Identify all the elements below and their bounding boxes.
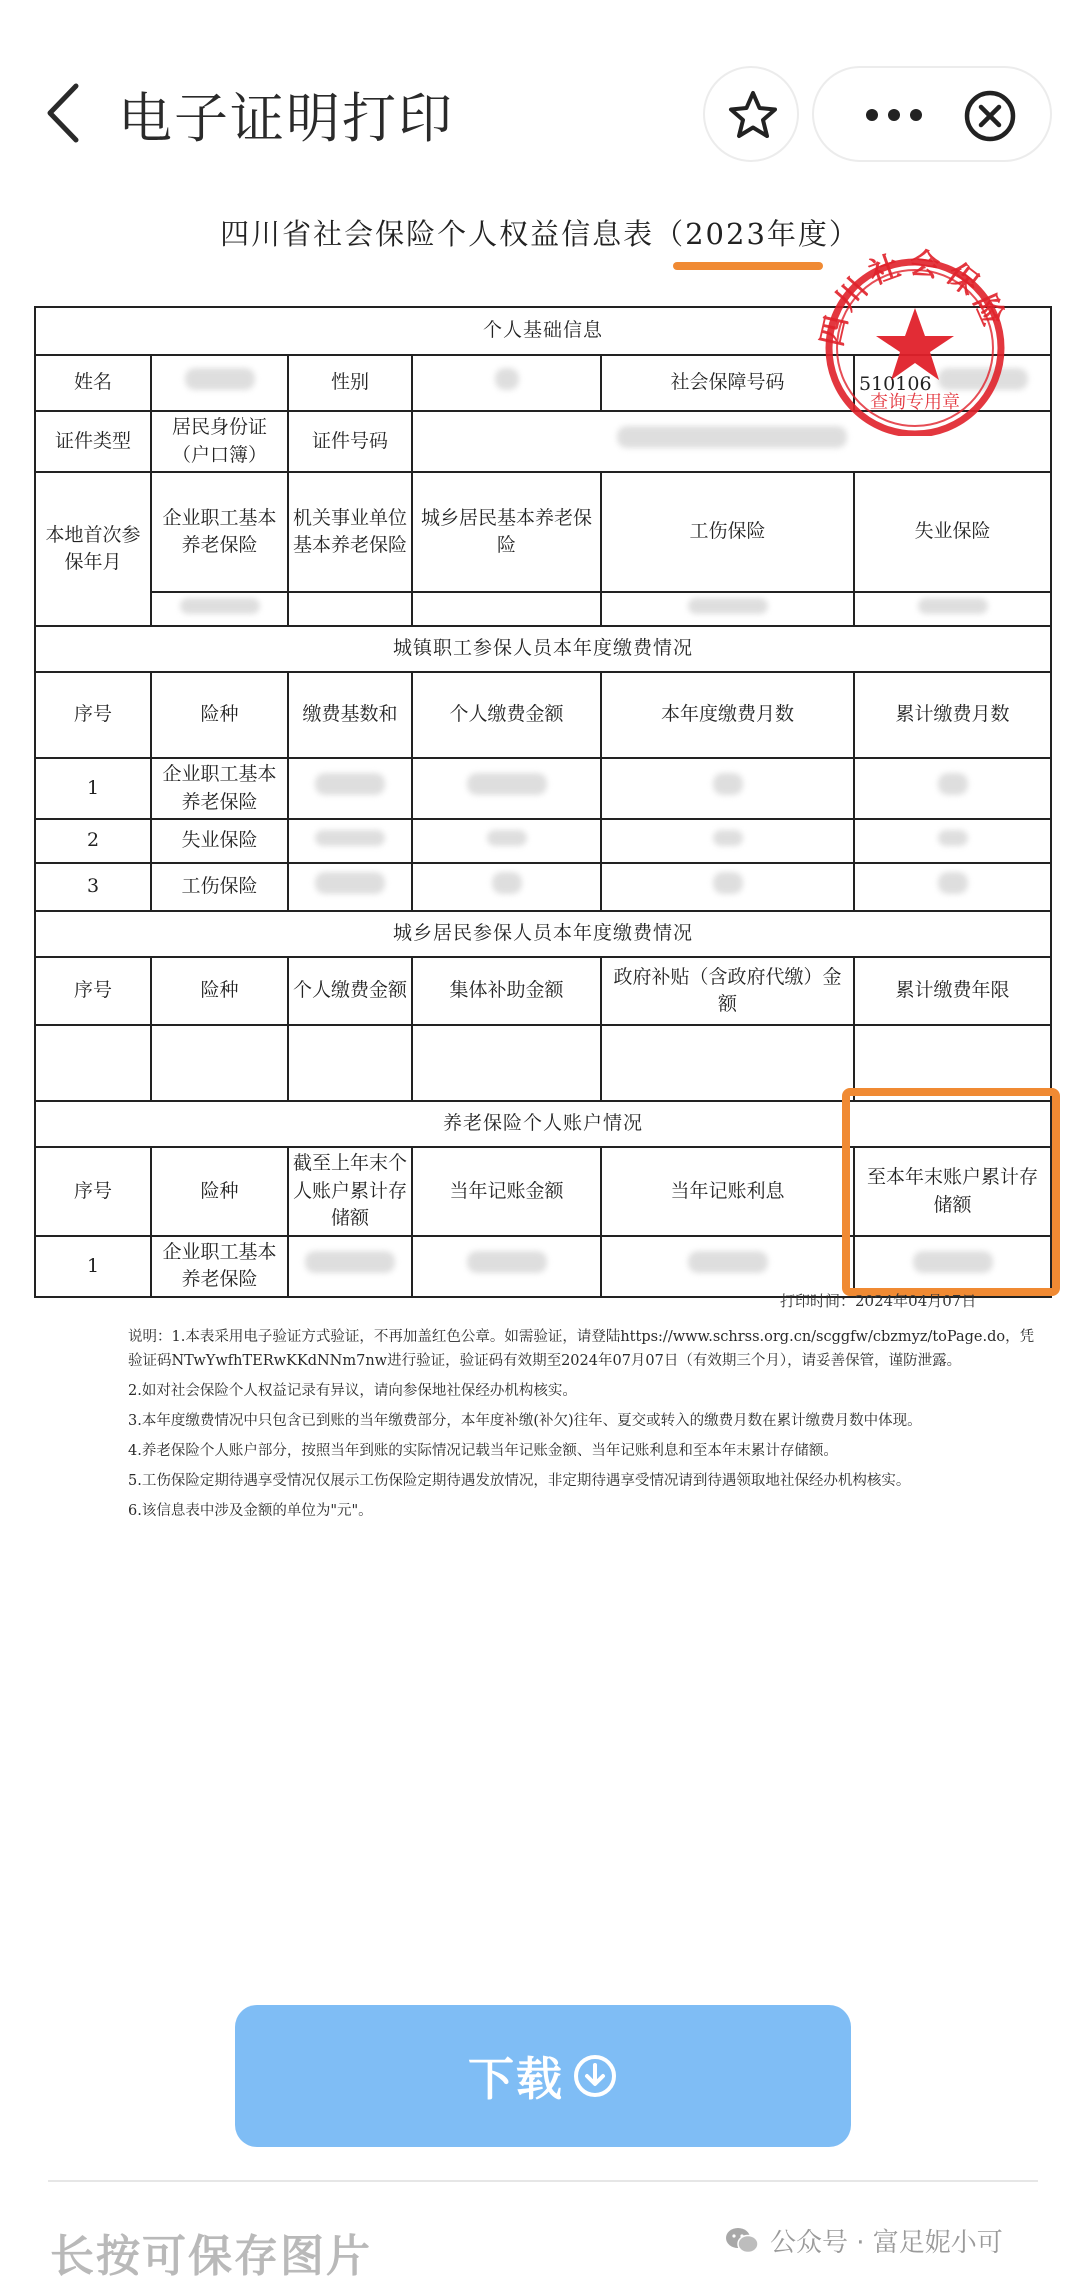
- resident-header-collective: 集体补助金额: [412, 957, 601, 1025]
- favorite-pill: [703, 66, 799, 162]
- print-time: 打印时间：2024年04月07日: [780, 1292, 977, 1310]
- table-row: 2 失业保险: [35, 819, 1051, 863]
- top-bar: [0, 0, 1080, 225]
- first-month-injury: [601, 592, 854, 626]
- gender-label: 性别: [288, 355, 412, 411]
- resident-header-type: 险种: [151, 957, 288, 1025]
- table-row: 1 企业职工基本养老保险: [35, 1236, 1051, 1297]
- ssn-label: 社会保障号码: [601, 355, 854, 411]
- document-title: 四川省社会保险个人权益信息表（2023年度）: [220, 217, 860, 251]
- download-label: 下载: [468, 2052, 564, 2106]
- wechat-icon: [724, 2225, 760, 2257]
- account-header-year-end-balance: 至本年末账户累计存储额: [854, 1147, 1051, 1236]
- back-button[interactable]: [40, 78, 90, 148]
- more-button[interactable]: [844, 88, 944, 142]
- section-urban-employee: 城镇职工参保人员本年度缴费情况: [35, 626, 1051, 672]
- close-button[interactable]: [962, 88, 1018, 144]
- long-press-hint: 长按可保存图片: [50, 2231, 372, 2280]
- resident-header-personal: 个人缴费金额: [288, 957, 412, 1025]
- page-title: 电子证明打印: [118, 87, 454, 150]
- employee-header-personal: 个人缴费金额: [412, 672, 601, 758]
- account-header-current-amount: 当年记账金额: [412, 1147, 601, 1236]
- notes-item: 2.如对社会保险个人权益记录有异议，请向参保地社保经办机构核实。: [128, 1382, 577, 1399]
- favorite-button[interactable]: [726, 88, 780, 142]
- first-month-unemployment: [854, 592, 1051, 626]
- id-type-label: 证件类型: [35, 411, 151, 472]
- account-header-interest: 当年记账利息: [601, 1147, 854, 1236]
- notes-item: 3.本年度缴费情况中只包含已到账的当年缴费部分，本年度补缴(补欠)往年、夏交或转入的缴费月数在累计缴费月数中体现。: [128, 1412, 922, 1429]
- download-circle-icon: [572, 2053, 618, 2099]
- employee-header-type: 险种: [151, 672, 288, 758]
- id-number-label: 证件号码: [288, 411, 412, 472]
- notes: [128, 1326, 1040, 1529]
- col-resident-pension: 城乡居民基本养老保险: [412, 472, 601, 592]
- employee-header-base: 缴费基数和: [288, 672, 412, 758]
- col-enterprise-pension: 企业职工基本养老保险: [151, 472, 288, 592]
- employee-header-total: 累计缴费月数: [854, 672, 1051, 758]
- official-seal: [808, 246, 1020, 436]
- name-value: [151, 355, 288, 411]
- employee-header-no: 序号: [35, 672, 151, 758]
- col-unemployment-insurance: 失业保险: [854, 472, 1051, 592]
- account-header-type: 险种: [151, 1147, 288, 1236]
- gender-value: [412, 355, 601, 411]
- watermark: 公众号 · 富足妮小可: [724, 2222, 1003, 2259]
- col-institution-pension: 机关事业单位基本养老保险: [288, 472, 412, 592]
- footer-divider: [48, 2180, 1038, 2182]
- close-circle-icon: [962, 88, 1018, 144]
- id-type-value: 居民身份证（户口簿）: [151, 411, 288, 472]
- table-row: 1 企业职工基本养老保险: [35, 758, 1051, 819]
- employee-header-months: 本年度缴费月数: [601, 672, 854, 758]
- col-injury-insurance: 工伤保险: [601, 472, 854, 592]
- resident-header-no: 序号: [35, 957, 151, 1025]
- notes-item: 4.养老保险个人账户部分，按照当年到账的实际情况记载当年记账金额、当年记账利息和至本年末累计存储额。: [128, 1442, 838, 1459]
- section-urban-rural-resident: 城乡居民参保人员本年度缴费情况: [35, 911, 1051, 957]
- seal-graphic: [808, 246, 1020, 436]
- notes-item: 6.该信息表中涉及金额的单位为"元"。: [128, 1502, 373, 1519]
- svg-text:四川社会保险: 四川社会保险: [814, 246, 1013, 350]
- account-header-prev-balance: 截至上年末个人账户累计存储额: [288, 1147, 412, 1236]
- menu-pill: [812, 66, 1052, 162]
- name-label: 姓名: [35, 355, 151, 411]
- svg-text:查询专用章: 查询专用章: [870, 392, 960, 413]
- back-arrow-icon: [40, 78, 90, 148]
- first-insured-month-label: 本地首次参保年月: [35, 472, 151, 626]
- first-month-value: [151, 592, 288, 626]
- ssn-value: 510106: [854, 355, 1051, 411]
- more-dots-icon: [866, 109, 878, 121]
- section-pension-account: 养老保险个人账户情况: [35, 1101, 1051, 1147]
- notes-item: 说明：1.本表采用电子验证方式验证，不再加盖红色公章。如需验证，请登陆https://www.schrss.org.cn/scggfw/cbzmyz/toPage.do，凭验证码NTwYwfhTERwKKdNNm7nw进行验证，验证码有效期至2024年07月07日（有效期三个月），请妥善保管，谨防泄露。: [128, 1329, 1035, 1369]
- resident-header-years: 累计缴费年限: [854, 957, 1051, 1025]
- year-end-balance-highlight: [842, 1088, 1060, 1296]
- star-icon: [726, 88, 780, 142]
- download-button[interactable]: [235, 2005, 851, 2147]
- account-header-no: 序号: [35, 1147, 151, 1236]
- resident-header-government: 政府补贴（含政府代缴）金额: [601, 957, 854, 1025]
- section-basic-info: 个人基础信息: [35, 307, 1051, 355]
- table-row: 3 工伤保险: [35, 863, 1051, 911]
- notes-item: 5.工伤保险定期待遇享受情况仅展示工伤保险定期待遇发放情况，非定期待遇享受情况请到待遇领取地社保经办机构核实。: [128, 1472, 911, 1489]
- title-highlight-underline: [673, 262, 823, 270]
